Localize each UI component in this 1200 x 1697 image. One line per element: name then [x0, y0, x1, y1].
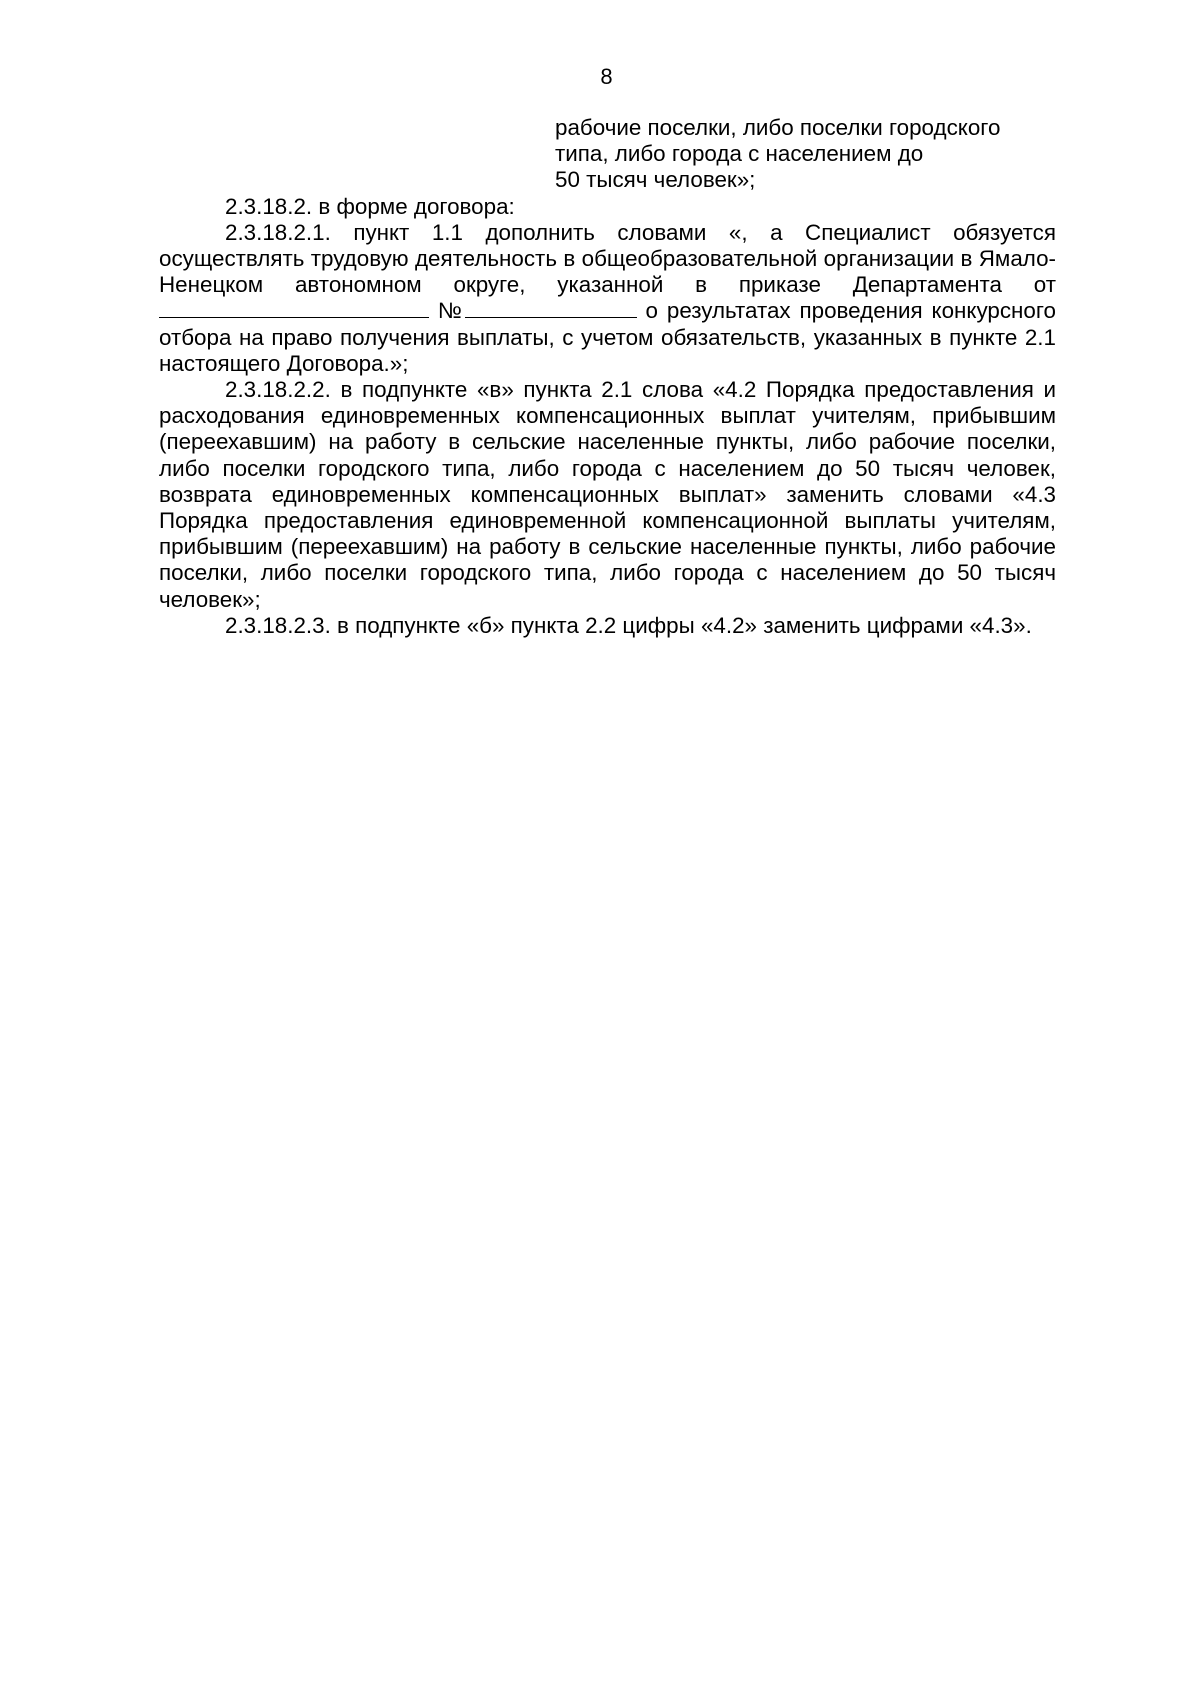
page-number: 8: [600, 64, 613, 89]
paragraph-2-3-18-2: 2.3.18.2. в форме договора:: [225, 193, 515, 219]
order-number-blank-field: [465, 299, 637, 318]
paragraph-2-3-18-2-1: [159, 220, 1056, 377]
quote-line: рабочие поселки, либо поселки городского: [555, 115, 1001, 140]
quote-line: типа, либо города с населением до: [555, 141, 924, 167]
document-body: [159, 115, 1056, 639]
date-blank-field: [159, 299, 429, 318]
paragraph-2-3-18-2-2: 2.3.18.2.2. в подпункте «в» пункта 2.1 слова «4.2 Порядка предоставления и расходования единовременных компенсационных выплат учителям, прибывшим (переехавшим) на работу в сельские населенные пункты, либо рабочие поселки, либо поселки городского типа, либо города с населением до 50 тысяч человек, возврата единовременных компенсационных выплат» заменить словами «4.3 Порядка предоставления единовременной компенсационной выплаты учителям, прибывшим (переехавшим) на работу в сельские населенные пункты, либо рабочие поселки, либо поселки городского типа, либо города с населением до 50 тысяч человек»;: [159, 377, 1056, 612]
number-sign: №: [429, 298, 465, 324]
paragraph-text: о результатах проведения конкурсного отбора на право получения выплаты, с учетом обязательств, указанных в пункте 2.1 настоящего Договора.»;: [159, 298, 1056, 376]
paragraph-2-3-18-2-3: 2.3.18.2.3. в подпункте «б» пункта 2.2 цифры «4.2» заменить цифрами «4.3».: [225, 612, 1032, 638]
quote-line: 50 тысяч человек»;: [555, 167, 756, 193]
quote-continuation: [555, 115, 1056, 194]
paragraph-text: 2.3.18.2.1. пункт 1.1 дополнить словами «, а Специалист обязуется осуществлять трудовую деятельность в общеобразовательной организации в Ямало-Ненецком автономном округе, указанной в приказе Департамента от: [159, 219, 1056, 298]
